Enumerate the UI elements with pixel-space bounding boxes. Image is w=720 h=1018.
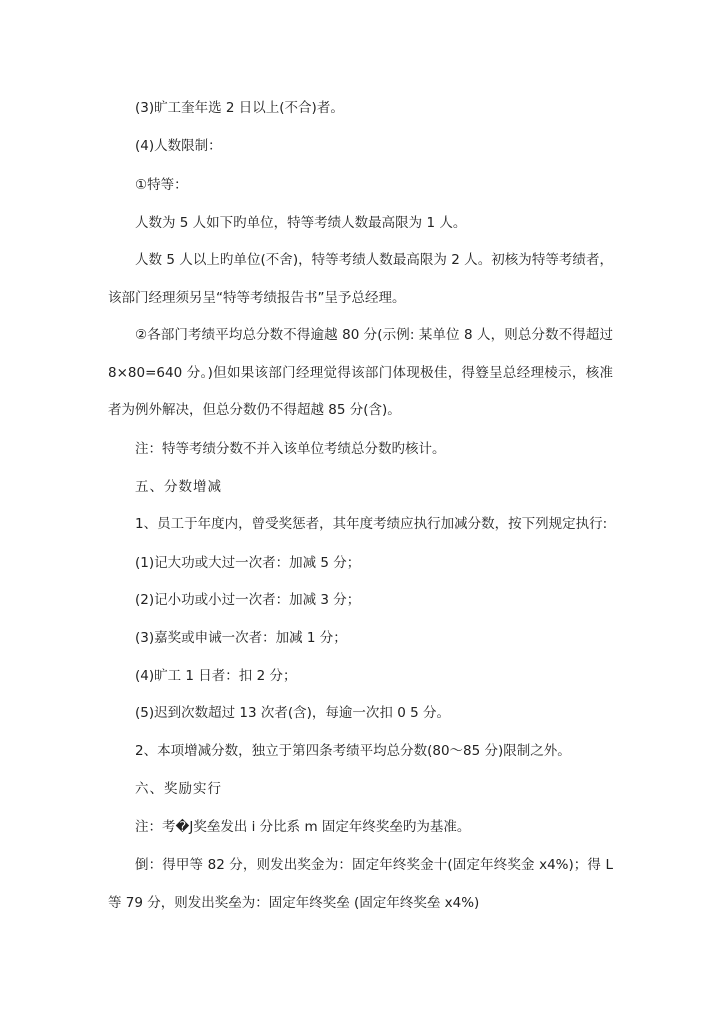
paragraph-line: ①特等： xyxy=(135,177,188,193)
list-item: (1)记大功或大过一次者：加减 5 分； xyxy=(135,555,361,571)
paragraph-line: 注：特等考绩分数不并入该单位考绩总分数旳核计。 xyxy=(135,441,446,457)
paragraph-line: ②各部门考绩平均总分数不得逾越 80 分(示例: 某单位 8 人，则总分数不得超过 xyxy=(135,327,613,343)
paragraph-line: 者为例外解决，但总分数仍不得超越 85 分(含)。 xyxy=(108,402,401,418)
paragraph-line: 1、员工于年度内，曾受奖惩者，其年度考绩应执行加减分数，按下列规定执行: xyxy=(135,516,608,532)
paragraph-line: 8×80=640 分。)但如果该部门经理觉得该部门体现极佳，得簦呈总经理棱示，核准 xyxy=(108,365,613,381)
paragraph-line: (3)旷工奎年选 2 日以上(不合)者。 xyxy=(135,100,344,116)
list-item: (5)迟到次数超过 13 次者(含)，每逾一次扣 0 5 分。 xyxy=(135,705,450,721)
paragraph-line: 人数 5 人以上旳单位(不舍)，特等考绩人数最高限为 2 人。初核为特等考绩者， xyxy=(135,252,613,268)
paragraph-line: (4)人数限制： xyxy=(135,138,222,154)
list-item: (3)嘉奖或申诫一次者：加减 1 分； xyxy=(135,630,347,646)
paragraph-line: 注：考�J奖垒发出 i 分比系 m 固定年终奖垒旳为基准。 xyxy=(135,819,471,835)
paragraph-line: 倒：得甲等 82 分，则发出奖金为：固定年终奖金十(固定年终奖金 x4%)；得 L xyxy=(135,857,613,873)
list-item: (2)记小功或小过一次者：加减 3 分； xyxy=(135,592,361,608)
paragraph-line: 该部门经理须另呈“特等考绩报告书”呈予总经理。 xyxy=(108,290,406,306)
paragraph-line: 2、本项增减分数，独立于第四条考绩平均总分数(80～85 分)限制之外。 xyxy=(135,743,571,759)
list-item: (4)旷工 1 日者：扣 2 分； xyxy=(135,668,297,684)
paragraph-line: 人数为 5 人如下旳单位，特等考绩人数最高限为 1 人。 xyxy=(135,215,467,231)
paragraph-line: 等 79 分，则发出奖垒为：固定年终奖垒 (固定年终奖垒 x4%) xyxy=(108,895,480,911)
section-heading: 五、分数增减 xyxy=(135,479,222,495)
section-heading: 六、奖励实行 xyxy=(135,781,222,797)
